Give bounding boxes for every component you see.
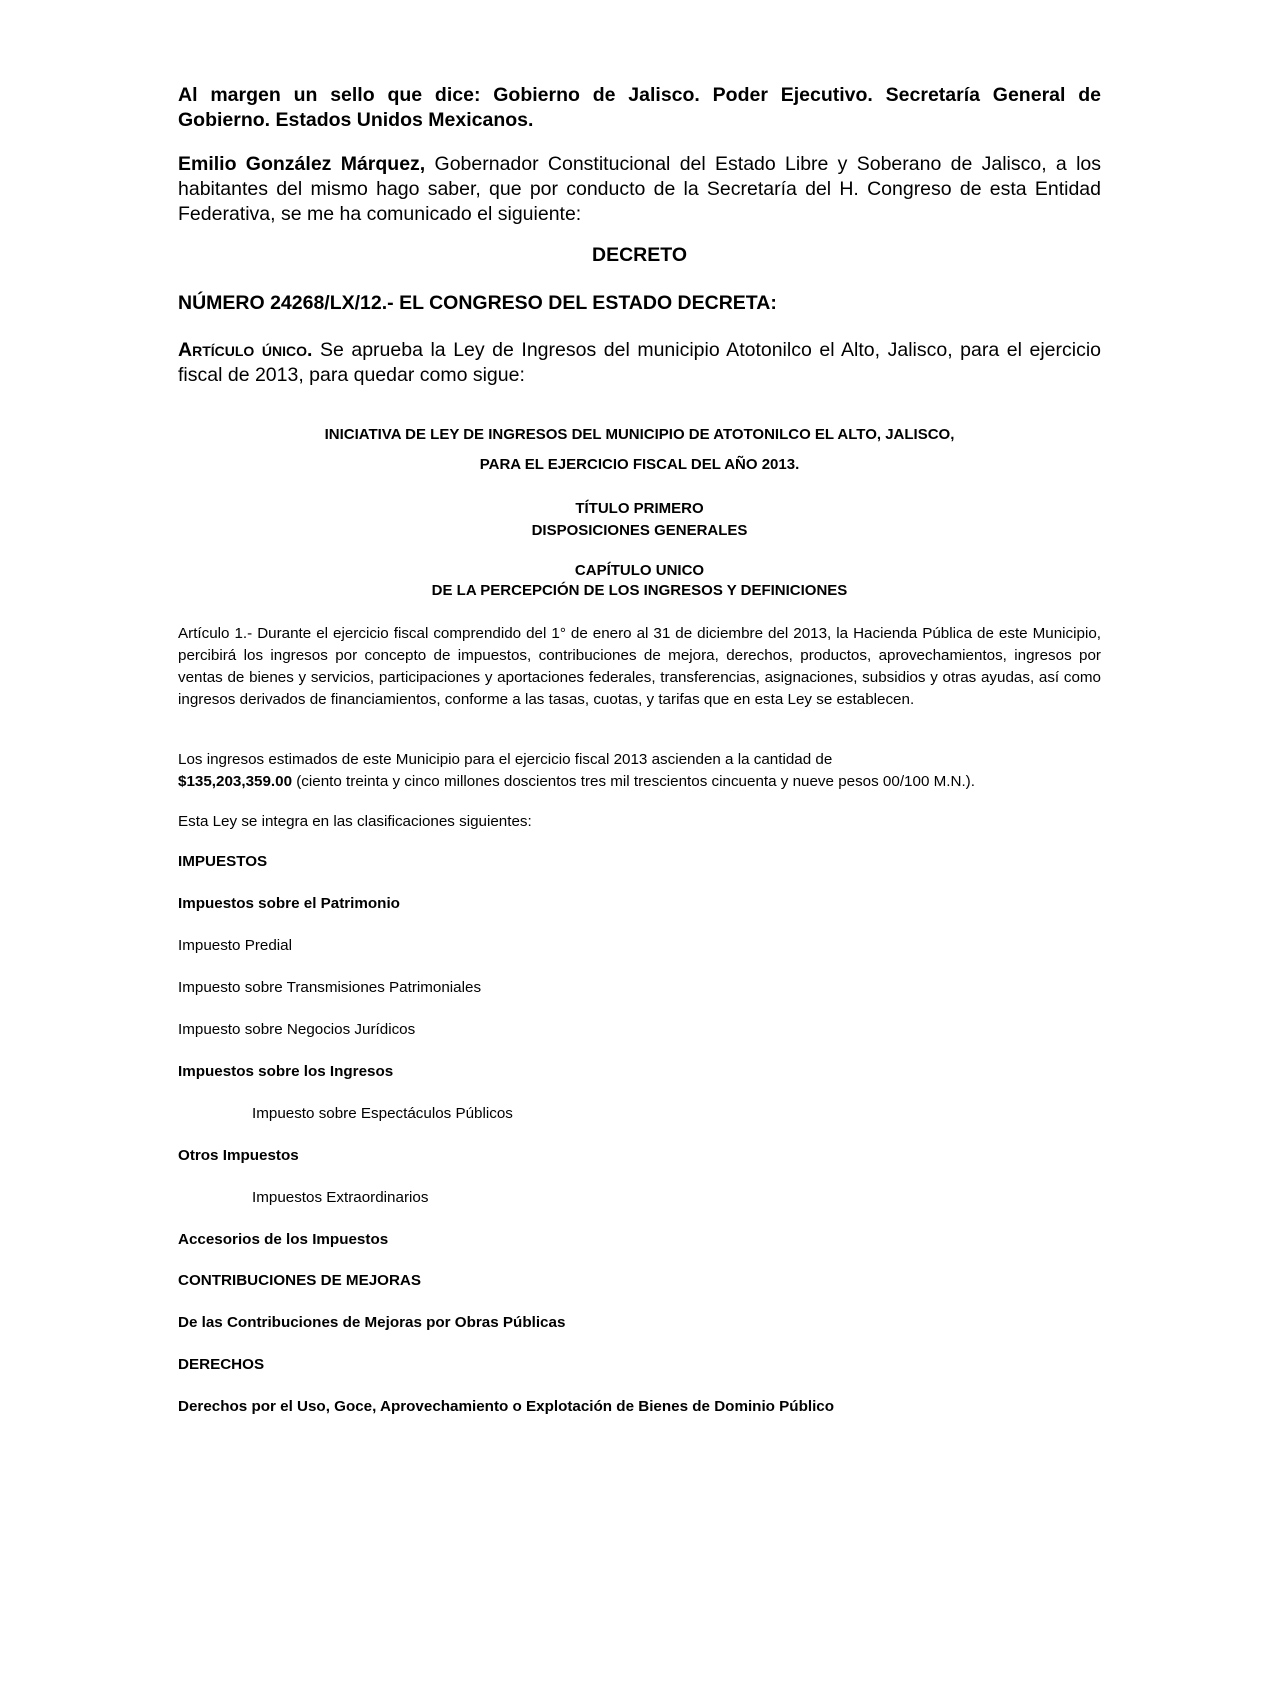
decree-title: DECRETO: [592, 244, 687, 266]
classification-item: Impuesto sobre Espectáculos Públicos: [252, 1105, 513, 1122]
classification-item: Impuesto sobre Transmisiones Patrimoniales: [178, 979, 482, 996]
classification-item: Otros Impuestos: [178, 1147, 299, 1164]
estimate-words: (ciento treinta y cinco millones doscientos tres mil trescientos cincuenta y nueve pesos 00/100 M.N.).: [292, 773, 975, 790]
law-heading-line-1: INICIATIVA DE LEY DE INGRESOS DEL MUNICIPIO DE ATOTONILCO EL ALTO, JALISCO,: [324, 426, 955, 443]
single-article: [178, 338, 1101, 388]
classification-item: Impuesto sobre Negocios Jurídicos: [178, 1021, 416, 1038]
governor-text: Gobernador Constitucional del Estado Libre y Soberano de Jalisco, a los habitantes del mismo hago saber, que por conducto de la Secretaría del H. Congreso de esta Entidad Federativa, se me ha comunicado el siguiente:: [178, 153, 1101, 225]
governor-paragraph: [178, 152, 1101, 227]
single-article-text: Se aprueba la Ley de Ingresos del municipio Atotonilco el Alto, Jalisco, para el ejercicio fiscal de 2013, para quedar como sigue:: [178, 339, 1102, 386]
classification-item: Accesorios de los Impuestos: [178, 1231, 389, 1248]
classification-item: CONTRIBUCIONES DE MEJORAS: [178, 1272, 422, 1289]
estimate-amount: $135,203,359.00: [178, 773, 293, 790]
single-article-label: Artículo único.: [178, 339, 313, 361]
classification-item: Impuestos sobre el Patrimonio: [178, 895, 400, 912]
chapter-line-2: DE LA PERCEPCIÓN DE LOS INGRESOS Y DEFINICIONES: [431, 582, 848, 599]
chapter-line-1: CAPÍTULO UNICO: [574, 562, 705, 579]
classification-item: Impuesto Predial: [178, 937, 292, 954]
estimate-line: [178, 773, 975, 790]
decree-number: NÚMERO 24268/LX/12.- EL CONGRESO DEL ESTADO DECRETA:: [178, 292, 777, 314]
classification-item: Derechos por el Uso, Goce, Aprovechamiento o Explotación de Bienes de Dominio Público: [178, 1398, 835, 1415]
law-heading-line-2: PARA EL EJERCICIO FISCAL DEL AÑO 2013.: [479, 456, 800, 473]
classification-item: IMPUESTOS: [178, 853, 268, 870]
article-1: Artículo 1.- Durante el ejercicio fiscal comprendido del 1° de enero al 31 de diciembre del 2013, la Hacienda Pública de este Municipio, percibirá los ingresos por concepto de impuestos, contribuciones de mejora, derechos, productos, aprovechamientos, ingresos por ventas de bienes y servicios, participaciones y aportaciones federales, transferencias, asignaciones, subsidios y otras ayudas, así como ingresos derivados de financiamientos, conforme a las tasas, cuotas, y tarifas que en esta Ley se establecen.: [178, 625, 1101, 708]
title-line-1: TÍTULO PRIMERO: [575, 500, 704, 517]
classification-item: Impuestos sobre los Ingresos: [178, 1063, 394, 1080]
estimate-intro: Los ingresos estimados de este Municipio para el ejercicio fiscal 2013 ascienden a la cantidad de: [178, 751, 833, 768]
title-line-2: DISPOSICIONES GENERALES: [531, 522, 748, 539]
seal-notice: Al margen un sello que dice: Gobierno de Jalisco. Poder Ejecutivo. Secretaría General de Gobierno. Estados Unidos Mexicanos.: [178, 84, 1101, 131]
classification-item: DERECHOS: [178, 1356, 265, 1373]
classification-intro: Esta Ley se integra en las clasificaciones siguientes:: [178, 813, 532, 830]
classification-item: De las Contribuciones de Mejoras por Obras Públicas: [178, 1314, 566, 1331]
classification-item: Impuestos Extraordinarios: [252, 1189, 429, 1206]
governor-name: Emilio González Márquez,: [178, 153, 426, 175]
